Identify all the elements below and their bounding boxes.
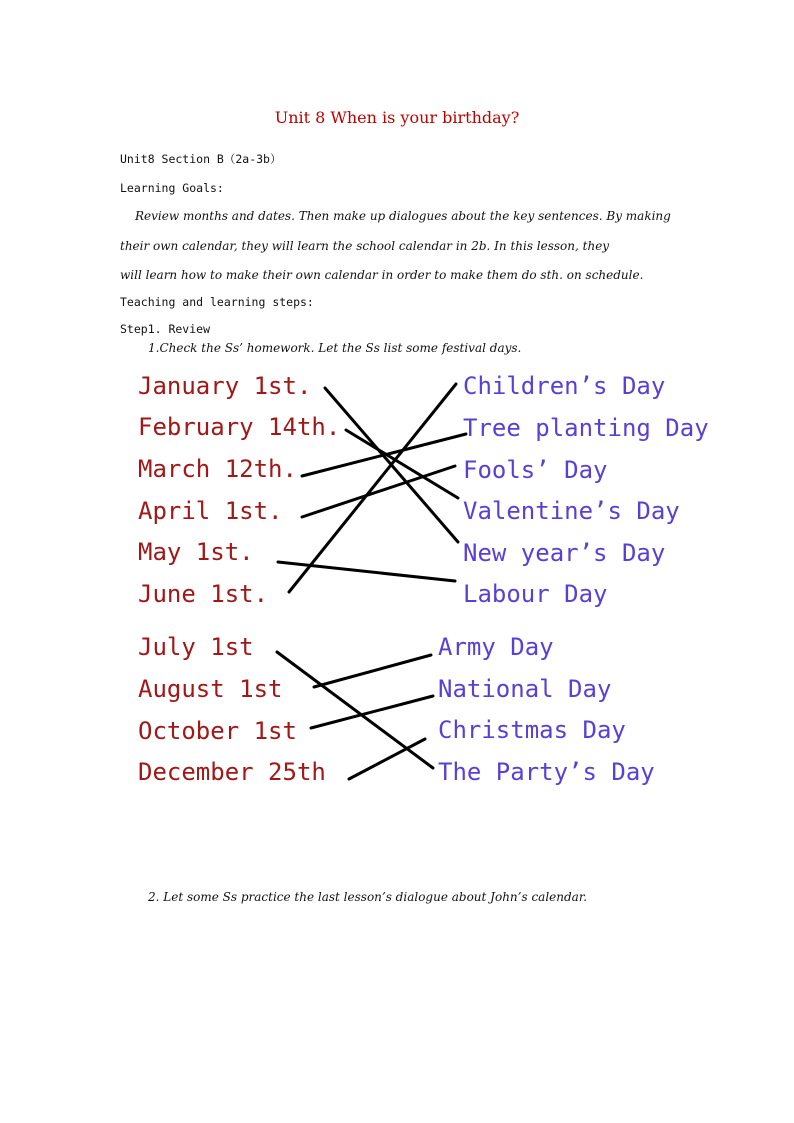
festival-fools-day: Fools’ Day xyxy=(463,456,608,484)
match-line-dec-christmas xyxy=(349,739,425,779)
festival-tree-planting-day: Tree planting Day xyxy=(463,414,709,442)
festival-partys-day: The Party’s Day xyxy=(438,758,655,786)
date-feb-14: February 14th. xyxy=(138,413,341,441)
festival-national-day: National Day xyxy=(438,675,612,703)
goals-line-3: will learn how to make their own calendar in order to make them do sth. on schedule. xyxy=(120,268,644,282)
page-title: Unit 8 When is your birthday? xyxy=(274,108,520,127)
match-line-jan-newyear xyxy=(325,388,458,542)
match-line-jul-party xyxy=(277,652,433,768)
goals-heading: Learning Goals: xyxy=(120,181,224,195)
festival-new-years-day: New year’s Day xyxy=(463,539,666,567)
festival-valentines-day: Valentine’s Day xyxy=(463,497,680,525)
match-line-oct-national xyxy=(311,696,433,728)
date-jan-1: January 1st. xyxy=(138,372,312,400)
date-dec-25: December 25th xyxy=(138,758,326,786)
match-line-may-labour xyxy=(278,562,455,581)
match-line-aug-army xyxy=(314,655,431,687)
date-jul-1: July 1st xyxy=(138,633,254,661)
date-jun-1: June 1st. xyxy=(138,580,269,608)
steps-heading: Teaching and learning steps: xyxy=(120,295,314,309)
step1-heading: Step1. Review xyxy=(120,322,211,336)
festival-christmas-day: Christmas Day xyxy=(438,716,626,744)
festival-army-day: Army Day xyxy=(438,633,554,661)
date-apr-1: April 1st. xyxy=(138,497,283,525)
date-oct-1: October 1st xyxy=(138,717,297,745)
date-may-1: May 1st. xyxy=(138,538,254,566)
step2-item: 2. Let some Ss practice the last lesson’s dialogue about John’s calendar. xyxy=(148,890,588,904)
festival-labour-day: Labour Day xyxy=(463,580,608,608)
goals-line-2: their own calendar, they will learn the school calendar in 2b. In this lesson, they xyxy=(120,239,610,253)
date-mar-12: March 12th. xyxy=(138,455,297,483)
date-aug-1: August 1st xyxy=(138,675,283,703)
match-line-feb-valentine xyxy=(346,430,458,498)
step1-item: 1.Check the Ss’ homework. Let the Ss list some festival days. xyxy=(148,341,522,355)
match-line-apr-fools xyxy=(302,466,455,517)
section-heading: Unit8 Section B（2a-3b） xyxy=(120,152,282,166)
festival-childrens-day: Children’s Day xyxy=(463,372,666,400)
goals-line-1: Review months and dates. Then make up dialogues about the key sentences. By making xyxy=(135,209,671,223)
